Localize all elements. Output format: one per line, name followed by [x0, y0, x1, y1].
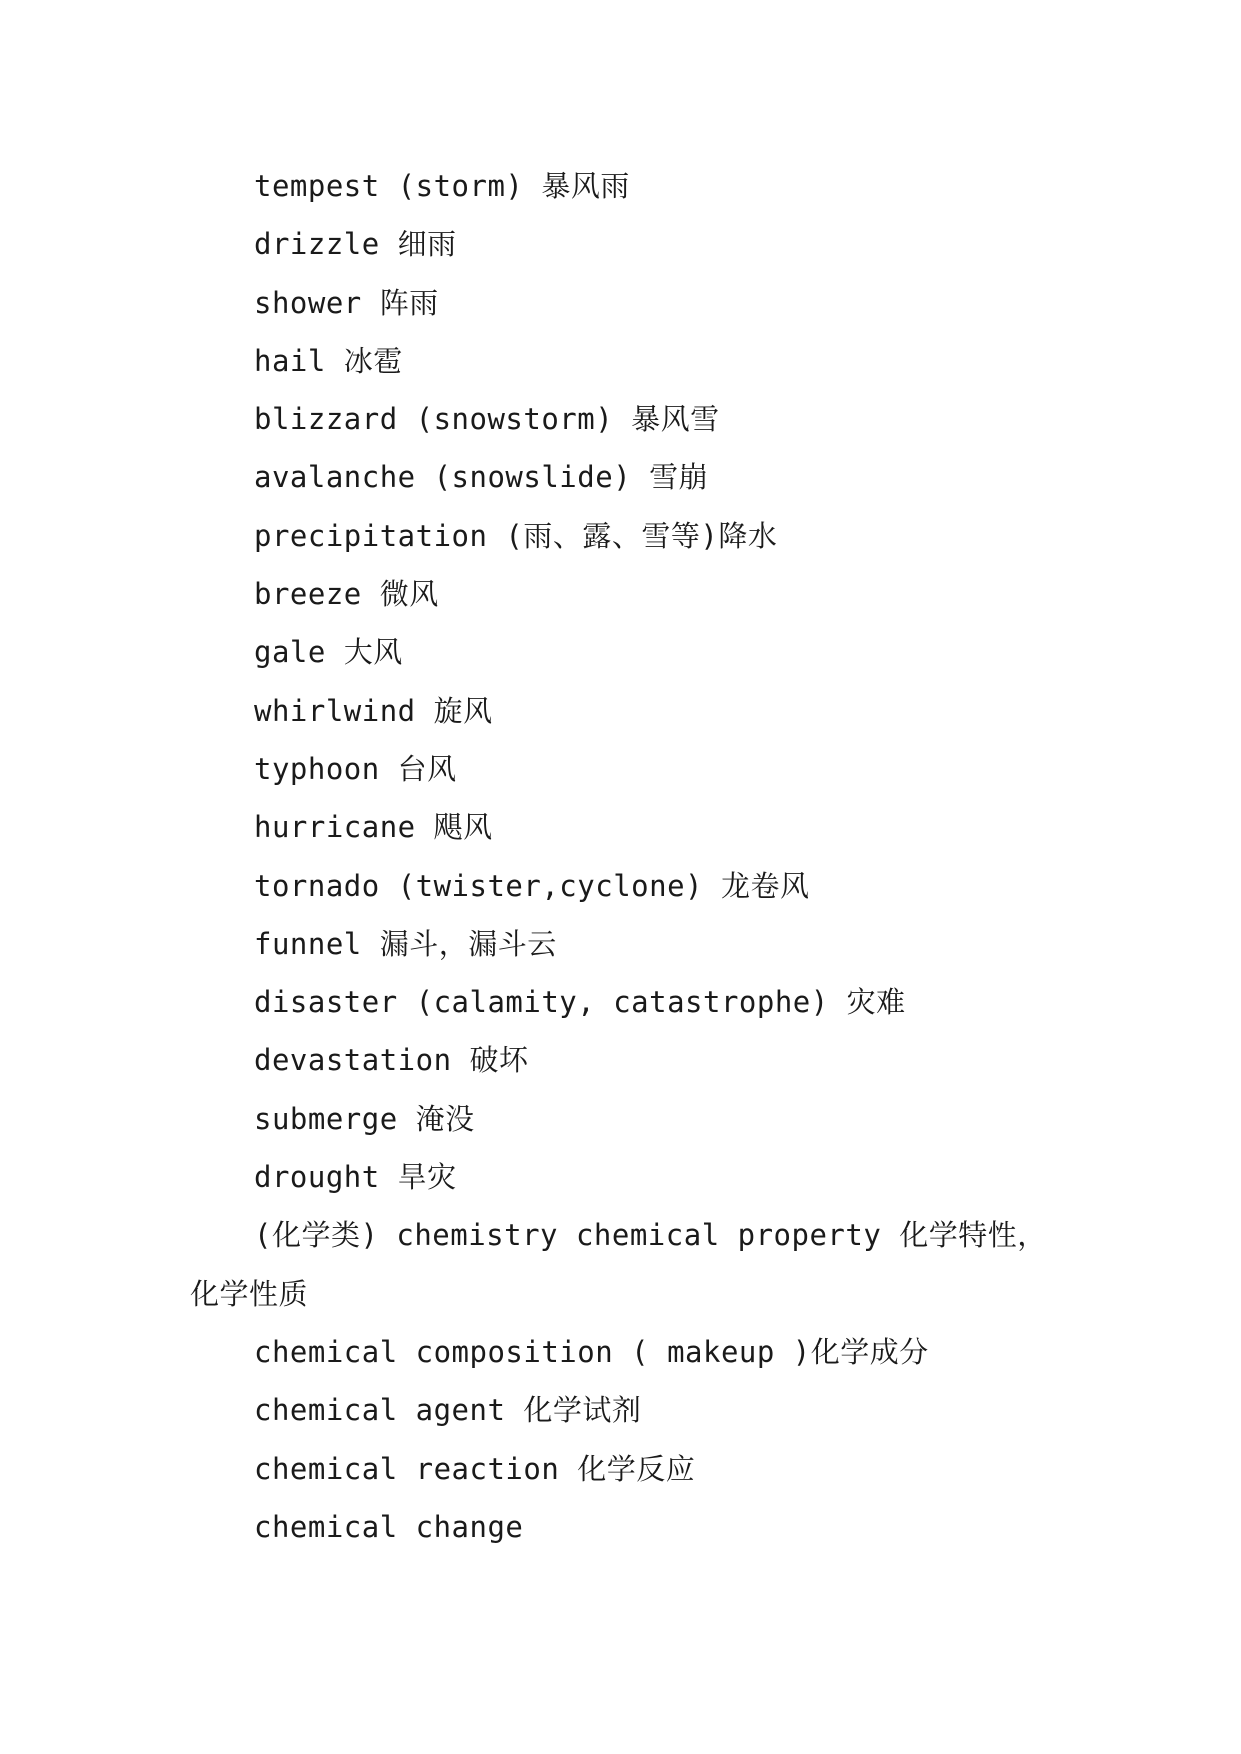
vocab-line: disaster (calamity, catastrophe) 灾难: [254, 985, 906, 1020]
vocab-line: chemical composition ( makeup )化学成分: [254, 1334, 929, 1369]
vocab-line: tornado (twister,cyclone) 龙卷风: [254, 868, 810, 903]
vocab-line: whirlwind 旋风: [254, 693, 493, 728]
vocab-line: shower 阵雨: [254, 285, 439, 320]
vocab-line: funnel 漏斗，漏斗云: [254, 926, 557, 961]
vocabulary-list: [190, 157, 1070, 1556]
vocab-line: hurricane 飓风: [254, 810, 493, 845]
vocab-line: submerge 淹没: [254, 1101, 475, 1136]
vocab-line: devastation 破坏: [254, 1043, 529, 1078]
vocab-line: breeze 微风: [254, 577, 439, 612]
vocab-line: hail 冰雹: [254, 343, 403, 378]
vocab-line: chemical agent 化学试剂: [254, 1393, 642, 1428]
vocab-line: gale 大风: [254, 635, 403, 670]
vocab-line: blizzard (snowstorm) 暴风雪: [254, 402, 720, 437]
vocab-line: tempest (storm) 暴风雨: [254, 169, 630, 203]
vocab-line: typhoon 台风: [254, 751, 457, 786]
vocab-line: chemical reaction 化学反应: [254, 1451, 696, 1486]
vocab-line: chemical change: [254, 1509, 524, 1544]
vocab-line: drought 旱灾: [254, 1160, 457, 1195]
vocab-line: avalanche (snowslide) 雪崩: [254, 460, 709, 495]
chemistry-heading-paragraph: (化学类) chemistry chemical property 化学特性，化学性质: [190, 1218, 1047, 1311]
vocab-line: precipitation (雨、露、雪等)降水: [254, 518, 778, 553]
vocab-line: drizzle 细雨: [254, 227, 457, 262]
